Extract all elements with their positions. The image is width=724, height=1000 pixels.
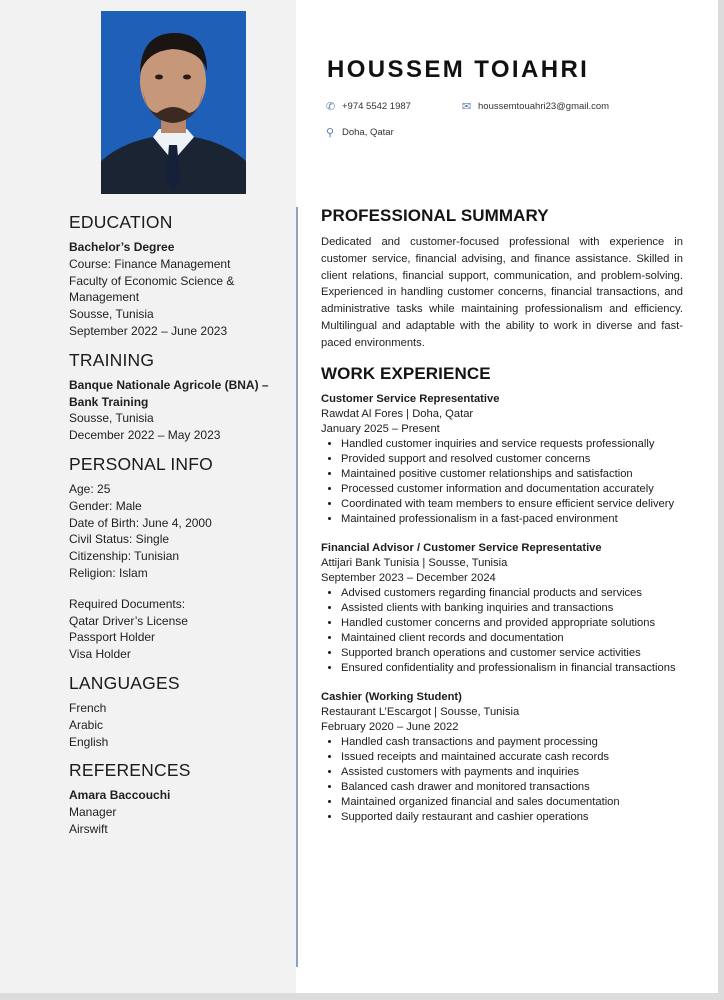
job-bullet: • Issued receipts and maintained accurate cash records <box>341 750 683 765</box>
phone-number: +974 5542 1987 <box>342 101 411 113</box>
email-address: houssemtouahri23@gmail.com <box>478 101 610 113</box>
job-bullets <box>321 437 683 527</box>
job-bullet: • Maintained organized financial and sales documentation <box>341 795 683 810</box>
job-entry <box>321 392 683 527</box>
job-bullet: • Coordinated with team members to ensure efficient service delivery <box>341 497 683 512</box>
training-section <box>69 350 291 444</box>
job-bullet: • Handled cash transactions and payment processing <box>341 735 683 750</box>
documents-heading: Required Documents: <box>69 596 186 611</box>
job-bullets <box>321 586 683 676</box>
job-company: Rawdat Al Fores | Doha, Qatar <box>321 407 474 420</box>
job-company: Restaurant L’Escargot | Sousse, Tunisia <box>321 705 520 718</box>
right-column <box>321 206 683 839</box>
job-entry <box>321 541 683 676</box>
training-dates: December 2022 – May 2023 <box>69 428 221 443</box>
training-heading: TRAINING <box>69 349 155 370</box>
languages-section <box>69 673 291 750</box>
job-title: Financial Advisor / Customer Service Representative <box>321 541 602 554</box>
job-dates: January 2025 – Present <box>321 422 440 435</box>
job-title: Customer Service Representative <box>321 392 500 405</box>
reference-name: Amara Baccouchi <box>69 788 171 803</box>
job-bullet: • Assisted customers with payments and inquiries <box>341 765 683 780</box>
languages-heading: LANGUAGES <box>69 672 180 693</box>
education-heading: EDUCATION <box>69 212 173 232</box>
contact-phone <box>326 100 411 113</box>
job-title: Cashier (Working Student) <box>321 690 462 703</box>
job-bullet: • Handled customer inquiries and service requests professionally <box>341 437 683 452</box>
job-bullet: • Ensured confidentiality and professionalism in financial transactions <box>341 661 683 676</box>
references-section <box>69 760 291 837</box>
candidate-name: HOUSSEM TOIAHRI <box>327 56 590 83</box>
column-divider <box>296 207 298 967</box>
job-bullet: • Supported branch operations and customer service activities <box>341 646 683 661</box>
document-item: Visa Holder <box>69 647 131 662</box>
job-bullet: • Provided support and resolved customer concerns <box>341 452 683 467</box>
contact-location <box>326 126 394 139</box>
summary-heading: PROFESSIONAL SUMMARY <box>321 206 549 225</box>
job-bullet: • Maintained professionalism in a fast-paced environment <box>341 512 683 527</box>
contact-email <box>462 100 609 113</box>
location-text: Doha, Qatar <box>342 127 394 139</box>
phone-icon: ✆ <box>326 101 336 113</box>
work-heading: WORK EXPERIENCE <box>321 363 491 383</box>
document-item: Qatar Driver’s License <box>69 613 188 628</box>
personal-item: Date of Birth: June 4, 2000 <box>69 515 212 530</box>
job-bullet: • Maintained client records and documentation <box>341 631 683 646</box>
references-heading: REFERENCES <box>69 760 191 781</box>
job-bullet: • Processed customer information and documentation accurately <box>341 482 683 497</box>
job-bullet: • Maintained positive customer relationships and satisfaction <box>341 467 683 482</box>
job-bullet: • Assisted clients with banking inquiries and transactions <box>341 601 683 616</box>
document-item: Passport Holder <box>69 630 156 645</box>
language-item: Arabic <box>69 717 104 732</box>
personal-item: Citizenship: Tunisian <box>69 549 180 564</box>
job-dates: February 2020 – June 2022 <box>321 720 459 733</box>
education-dates: September 2022 – June 2023 <box>69 323 228 338</box>
personal-item: Religion: Islam <box>69 565 148 580</box>
course: Course: Finance Management <box>69 256 231 271</box>
personal-item: Civil Status: Single <box>69 532 170 547</box>
training-org: Banque Nationale Agricole (BNA) – Bank Training <box>69 377 269 409</box>
job-bullet: • Advised customers regarding financial products and services <box>341 586 683 601</box>
language-item: English <box>69 734 109 749</box>
email-icon: ✉ <box>462 101 472 113</box>
degree: Bachelor’s Degree <box>69 240 175 254</box>
reference-role: Manager <box>69 805 117 820</box>
job-bullet: • Balanced cash drawer and monitored transactions <box>341 780 683 795</box>
personal-info-section <box>69 454 291 663</box>
training-city: Sousse, Tunisia <box>69 411 154 426</box>
left-column <box>69 212 291 848</box>
summary-text: Dedicated and customer-focused professional with experience in customer service, financial advising, and finance assistance. Skilled in client relations, financial support, communication, and problem-solving. Experienced in handling customer concerns, financial transactions, and administrative tasks while maintaining professionalism and efficiency. Multilingual and adaptable with the ability to work in diverse and fast-paced environments. <box>321 236 683 349</box>
reference-company: Airswift <box>69 821 108 836</box>
personal-info-heading: PERSONAL INFO <box>69 453 213 474</box>
job-bullet: • Supported daily restaurant and cashier operations <box>341 810 683 825</box>
education-section <box>69 212 291 340</box>
personal-item: Gender: Male <box>69 498 142 513</box>
job-entry <box>321 690 683 825</box>
personal-item: Age: 25 <box>69 481 111 496</box>
location-pin-icon: ⚲ <box>326 127 335 139</box>
education-city: Sousse, Tunisia <box>69 307 154 322</box>
language-item: French <box>69 700 107 715</box>
job-bullets <box>321 735 683 825</box>
job-bullet: • Handled customer concerns and provided appropriate solutions <box>341 616 683 631</box>
job-company: Attijari Bank Tunisia | Sousse, Tunisia <box>321 556 508 569</box>
profile-photo <box>101 11 246 194</box>
faculty: Faculty of Economic Science & Management <box>69 273 235 305</box>
job-dates: September 2023 – December 2024 <box>321 571 496 584</box>
